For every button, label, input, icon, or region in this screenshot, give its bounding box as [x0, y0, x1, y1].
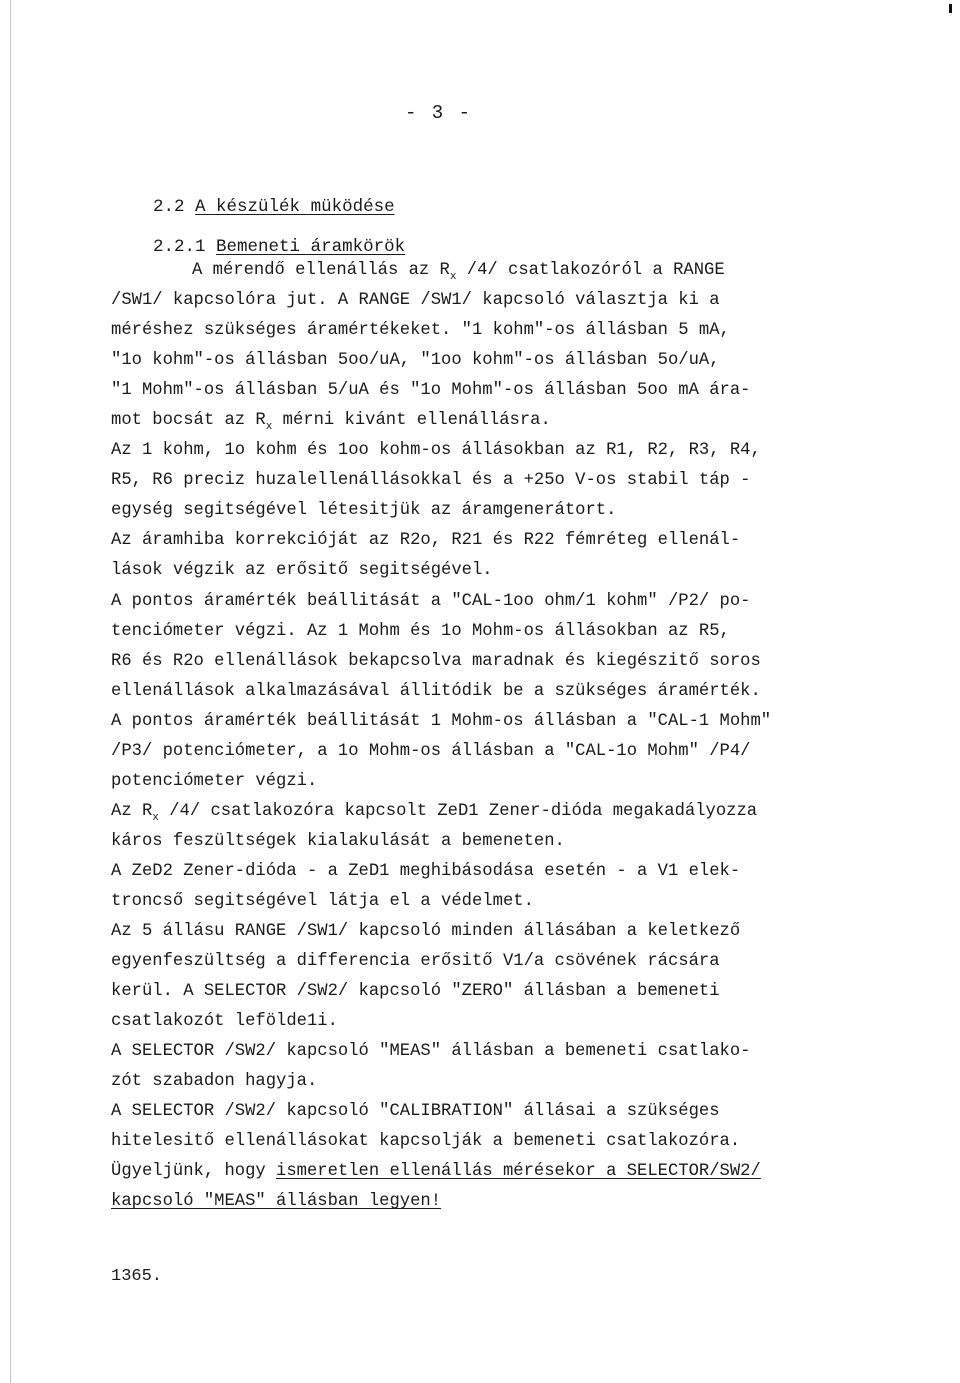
text-line: [111, 1067, 901, 1097]
text-line: [111, 887, 901, 917]
text-run: A mérendő ellenállás az R: [192, 261, 450, 280]
underlined-text: kapcsoló "MEAS" állásban legyen!: [111, 1192, 442, 1212]
subscript: x: [152, 811, 159, 824]
text-run: potenciómeter végzi.: [111, 771, 318, 791]
text-line: [111, 917, 901, 947]
text-run: A pontos áramérték beállitását 1 Mohm-os állásban a "CAL-1 Mohm": [111, 711, 772, 731]
text-line: [111, 827, 901, 857]
subscript: x: [449, 271, 457, 283]
text-run: "1o kohm"-os állásban 5oo/uA, "1oo kohm"-os állásban 5o/uA,: [111, 351, 720, 371]
text-run: /4/ csatlakozóról a RANGE: [456, 261, 725, 280]
text-run: /4/ csatlakozóra kapcsolt ZeD1 Zener-dióda megakadályozza: [158, 801, 758, 821]
text-line: [111, 767, 901, 797]
text-run: méréshez szükséges áramértékeket. "1 kohm"-os állásban 5 mA,: [111, 321, 730, 341]
text-line: [111, 707, 901, 737]
text-line: [111, 647, 901, 677]
text-run: Az 5 állásu RANGE /SW1/ kapcsoló minden állásában a keletkező: [111, 922, 741, 942]
text-run: Ügyeljünk, hogy: [111, 1162, 277, 1182]
text-run: A ZeD2 Zener-dióda - a ZeD1 meghibásodása esetén - a V1 elek-: [111, 861, 741, 881]
text-line: [111, 376, 901, 406]
text-run: egyenfeszültség a differencia erősitő V1/a csövének rácsára: [111, 952, 720, 972]
text-run: /P3/ potenciómeter, a 1o Mohm-os állásban a "CAL-1o Mohm" /P4/: [111, 741, 751, 761]
text-line: [111, 526, 901, 556]
text-run: R6 és R2o ellenállások bekapcsolva maradnak és kiegészitő soros: [111, 651, 761, 671]
subsection-number: 2.2.1: [153, 237, 206, 257]
text-run: Az áramhiba korrekcióját az R2o, R21 és R22 fémréteg ellenál-: [111, 531, 741, 551]
body-paragraph: [111, 256, 901, 1218]
text-line: [111, 1157, 901, 1187]
text-line: [111, 617, 901, 647]
text-line: [111, 346, 901, 376]
text-line: [111, 947, 901, 977]
text-run: /SW1/ kapcsolóra jut. A RANGE /SW1/ kapcsoló választja ki a: [111, 291, 720, 311]
text-run: zót szabadon hagyja.: [111, 1072, 318, 1092]
text-line: [111, 556, 901, 586]
text-line: [111, 496, 901, 526]
text-line: [111, 1127, 901, 1157]
text-line: [111, 587, 901, 617]
text-run: csatlakozót lefölde1i.: [111, 1012, 338, 1032]
text-run: Az 1 kohm, 1o kohm és 1oo kohm-os állásokban az R1, R2, R3, R4,: [111, 441, 761, 461]
underlined-text: ismeretlen ellenállás mérésekor a SELECTOR/SW2/: [276, 1162, 761, 1182]
text-line: [111, 466, 901, 496]
subscript: x: [265, 421, 273, 434]
text-line: [111, 797, 901, 827]
text-line: [111, 256, 901, 286]
page-number: - 3 -: [405, 102, 473, 124]
text-run: A pontos áramérték beállitását a "CAL-1oo ohm/1 kohm" /P2/ po-: [111, 591, 751, 611]
text-run: mérni kivánt ellenállásra.: [272, 411, 551, 431]
subsection-title: Bemeneti áramkörök: [216, 237, 406, 257]
section-number: 2.2: [153, 197, 185, 217]
footer-number: 1365.: [111, 1267, 163, 1286]
scan-edge-line: [10, 0, 11, 1383]
text-run: troncső segitségével látja el a védelmet.: [111, 891, 534, 911]
text-run: tenciómeter végzi. Az 1 Mohm és 1o Mohm-os állásokban az R5,: [111, 621, 730, 641]
text-run: A SELECTOR /SW2/ kapcsoló "CALIBRATION" állásai a szükséges: [111, 1102, 720, 1122]
text-run: A SELECTOR /SW2/ kapcsoló "MEAS" állásban a bemeneti csatlako-: [111, 1042, 751, 1062]
text-line: [111, 316, 901, 346]
text-line: [111, 857, 901, 887]
text-run: hitelesitő ellenállásokat kapcsolják a bemeneti csatlakozóra.: [111, 1132, 741, 1152]
text-line: [111, 1097, 901, 1127]
text-line: [111, 406, 901, 436]
text-line: [111, 737, 901, 767]
text-run: mot bocsát az R: [111, 411, 266, 431]
text-run: ellenállások alkalmazásával állitódik be a szükséges áramérték.: [111, 681, 761, 701]
text-line: [111, 977, 901, 1007]
text-run: "1 Mohm"-os állásban 5/uA és "1o Mohm"-os állásban 5oo mA ára-: [111, 381, 751, 401]
text-line: [111, 436, 901, 466]
corner-mark: [949, 4, 952, 13]
text-run: káros feszültségek kialakulását a bemeneten.: [111, 831, 565, 851]
text-run: R5, R6 preciz huzalellenállásokkal és a +25o V-os stabil táp -: [111, 471, 751, 491]
section-title: A készülék müködése: [195, 197, 395, 217]
text-line: [111, 1007, 901, 1037]
text-run: Az R: [111, 801, 153, 821]
text-line: [111, 677, 901, 707]
text-line: [111, 286, 901, 316]
text-run: kerül. A SELECTOR /SW2/ kapcsoló "ZERO" állásban a bemeneti: [111, 982, 720, 1002]
text-line: [111, 1187, 901, 1217]
text-line: [111, 1037, 901, 1067]
text-run: egység segitségével létesitjük az áramgenerátort.: [111, 501, 617, 521]
text-run: lások végzik az erősitő segitségével.: [111, 561, 493, 581]
